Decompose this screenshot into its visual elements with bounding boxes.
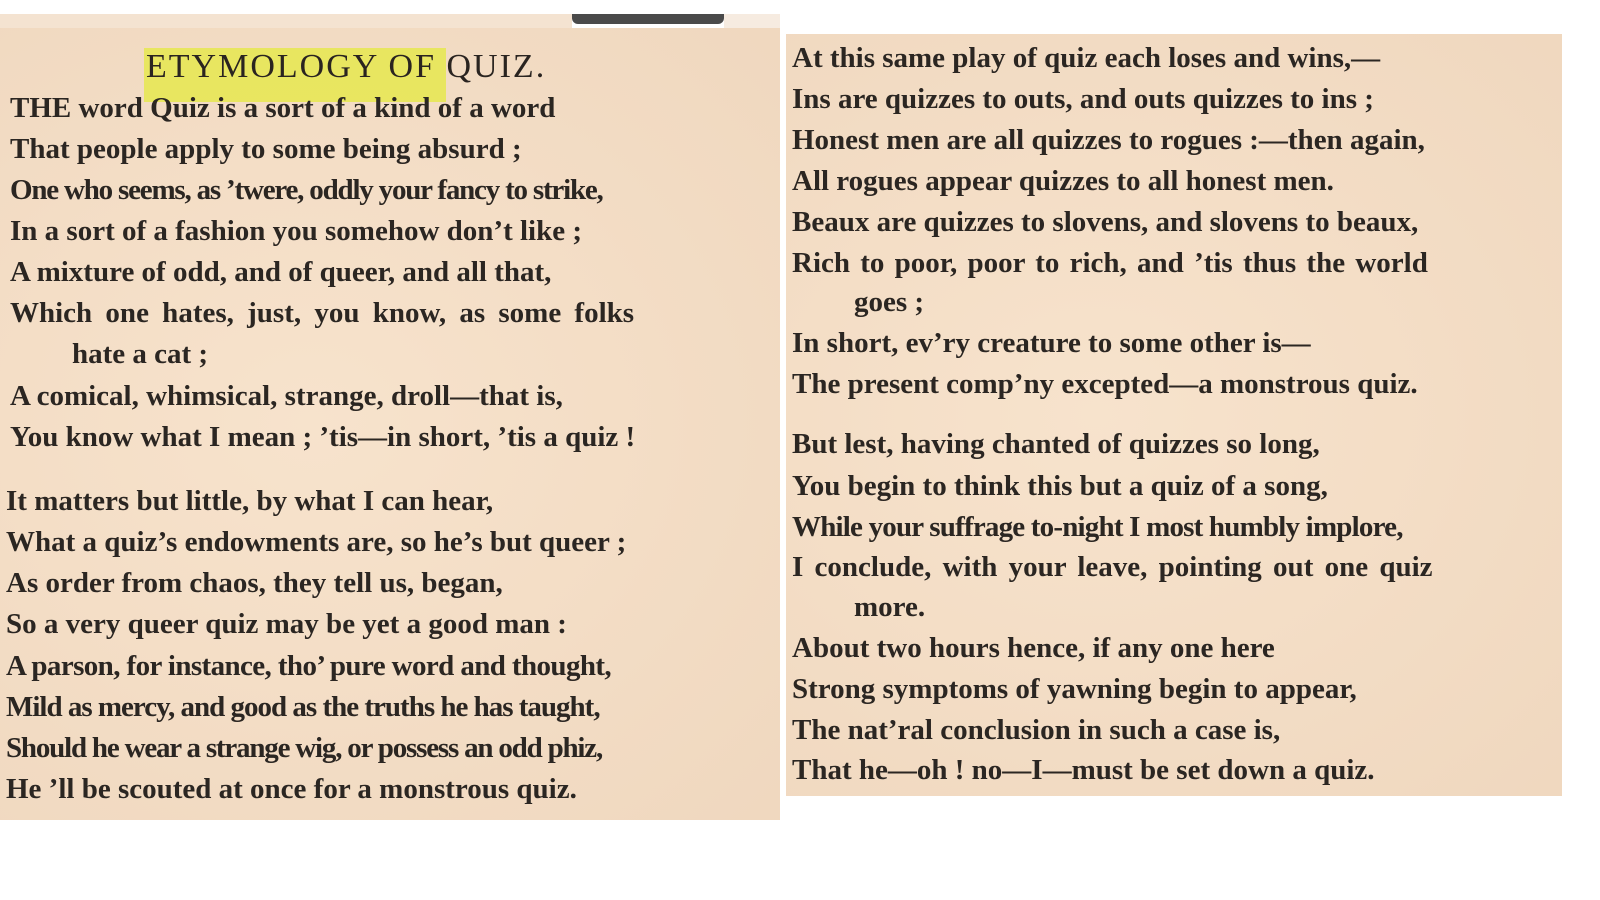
left-page-scan: [0, 28, 780, 820]
scan-edge: [724, 14, 780, 28]
poem-line: goes ;: [854, 286, 925, 318]
poem-line: more.: [854, 591, 926, 623]
poem-line: In short, ev’ry creature to some other is—: [792, 327, 1311, 359]
right-page-scan: [786, 34, 1562, 796]
poem-line: Rich to poor, poor to rich, and ’tis thus the world: [792, 247, 1428, 279]
poem-line: Honest men are all quizzes to rogues :—then again,: [792, 124, 1425, 156]
poem-line: Which one hates, just, you know, as some folks: [10, 297, 635, 329]
poem-line: What a quiz’s endowments are, so he’s but queer ;: [6, 526, 627, 558]
poem-line: hate a cat ;: [72, 338, 209, 370]
poem-line: In a sort of a fashion you somehow don’t like ;: [10, 215, 582, 247]
poem-line: So a very queer quiz may be yet a good man :: [6, 608, 567, 640]
poem-line: All rogues appear quizzes to all honest men.: [792, 165, 1334, 197]
poem-title: ETYMOLOGY OF QUIZ.: [146, 48, 547, 85]
poem-line: At this same play of quiz each loses and wins,—: [792, 42, 1381, 74]
poem-line: Beaux are quizzes to slovens, and slovens to beaux,: [792, 206, 1419, 238]
poem-line: Mild as mercy, and good as the truths he has taught,: [6, 691, 600, 723]
poem-line: A mixture of odd, and of queer, and all that,: [10, 256, 552, 288]
poem-line: Ins are quizzes to outs, and outs quizzes to ins ;: [792, 83, 1374, 115]
poem-line: THE word Quiz is a sort of a kind of a word: [10, 92, 556, 124]
poem-line: Should he wear a strange wig, or possess an odd phiz,: [6, 732, 603, 764]
poem-line: It matters but little, by what I can hear,: [6, 485, 494, 517]
poem-line: The present comp’ny excepted—a monstrous quiz.: [792, 368, 1418, 400]
poem-line: That people apply to some being absurd ;: [10, 133, 522, 165]
scan-edge: [0, 14, 572, 28]
poem-line: That he—oh ! no—I—must be set down a quiz.: [792, 754, 1375, 786]
poem-line: He ’ll be scouted at once for a monstrous quiz.: [6, 773, 577, 805]
poem-line: You know what I mean ; ’tis—in short, ’tis a quiz !: [10, 421, 636, 453]
poem-line: The nat’ral conclusion in such a case is,: [792, 714, 1281, 746]
poem-line: Strong symptoms of yawning begin to appear,: [792, 673, 1357, 705]
poem-line: A comical, whimsical, strange, droll—that is,: [10, 380, 563, 412]
poem-line: A parson, for instance, tho’ pure word and thought,: [6, 650, 612, 682]
poem-line: About two hours hence, if any one here: [792, 632, 1275, 664]
window-tab-handle[interactable]: [572, 14, 724, 24]
poem-line: I conclude, with your leave, pointing out one quiz: [792, 551, 1433, 583]
poem-line: One who seems, as ’twere, oddly your fancy to strike,: [10, 174, 603, 206]
poem-line: You begin to think this but a quiz of a song,: [792, 470, 1328, 502]
poem-line: As order from chaos, they tell us, began,: [6, 567, 503, 599]
poem-line: While your suffrage to-night I most humbly implore,: [792, 511, 1403, 543]
poem-line: But lest, having chanted of quizzes so long,: [792, 428, 1320, 460]
